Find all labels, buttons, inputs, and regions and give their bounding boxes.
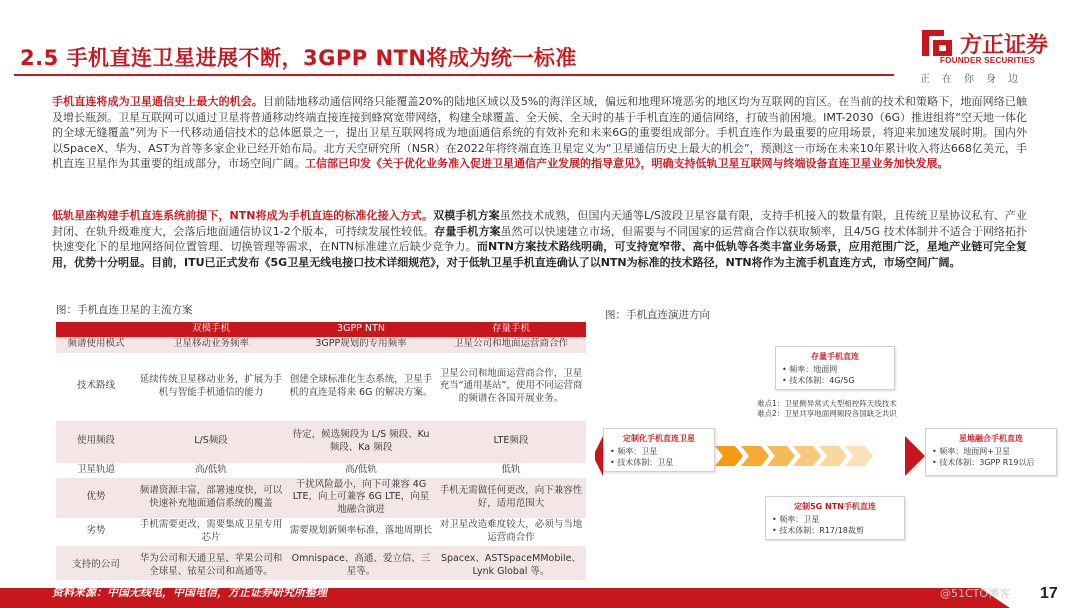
box-line: • 频率：卫星 <box>772 515 820 524</box>
table-cell: 卫星公司和地面运营商合作，卫星充当“通用基站”，使用不同运营商的频谱在各国开展业务。 <box>439 367 583 404</box>
logo-english-name: FOUNDER SECURITIES <box>940 56 1036 65</box>
table-cell: LTE频段 <box>436 421 586 463</box>
logo-chinese-name: 方正证券 <box>960 33 1049 58</box>
logo-slogan: 正在你身边 <box>920 74 1030 85</box>
figure2-caption: 图：手机直连演进方向 <box>605 309 710 321</box>
para1-body: 目前陆地移动通信网络只能覆盖20%的陆地区域以及5%的海洋区域，偏远和地理环境恶劣的地区均为互联网的盲区。在当前的技术和策略下，地面网络已触及增长瓶颈。卫星互联网可以通过卫星将普通移动终端直接连接到蜂窝宽带网络，构建全球覆盖、全天候、全天时的基于手机直连的通信网络，打破当前困境。IMT-2030（6G）推进组将“空天地一体化的全球无缝覆盖”列为下一代移动通信技术的总体愿景之一，提出卫星互联网将成为地面通信系统的有效补充和未来6G的重要组成部分。手机直连作为最重要的应用场景，将迎来加速发展时期。国内外以SpaceX、华为、AST为首等多家企业已经开始布局。北方天空研究所（NSR）在2022年将终端直连卫星定义为“卫星通信历史上最大的机会”，预测这一市场在未来10年累计收入将达668亿美元，手机直连卫星作为其重要的组成部分，市场空间广阔。 <box>52 95 1027 170</box>
page-number: 17 <box>1040 585 1058 602</box>
founder-securities-logo <box>920 20 1070 90</box>
table-header-cell: 3GPP NTN <box>286 322 436 337</box>
para2-s1-bold: 双模手机方案 <box>433 209 500 222</box>
chevron-arrow-1 <box>715 446 743 466</box>
box-line: • 频率：卫星 <box>610 447 658 456</box>
box-title: 定制化手机直连卫星 <box>623 434 695 443</box>
title-underline <box>14 74 894 76</box>
table-cell: Spacex、ASTSpaceMMobile、Lynk Global 等。 <box>436 546 586 586</box>
box-star-ground-fusion <box>925 428 1057 476</box>
box-line: • 技术体制：3GPP R19以后 <box>932 458 1035 467</box>
row-header: 频谱使用模式 <box>56 337 136 353</box>
table-header-cell: 双模手机 <box>136 322 286 337</box>
table-row <box>56 337 586 353</box>
row-header: 卫星轨道 <box>76 463 115 475</box>
table-header-cell <box>56 322 136 337</box>
para1-tail: 工信部已印发《关于优化业务准入促进卫星通信产业发展的指导意见》，明确支持低轨卫星互联网与终端设备直连卫星业务加快发展。 <box>305 157 949 170</box>
para2-lead: 低轨星座构建手机直连系统前提下，NTN将成为手机直连的标准化接入方式。 <box>52 209 434 222</box>
box-line: • 技术体制：4G/5G <box>782 376 855 385</box>
box-existing-phone <box>775 346 895 390</box>
difficulties <box>757 399 897 419</box>
table-cell: 对卫星改造难度较大，必须与当地运营商合作 <box>439 519 583 543</box>
box-title: 星地融合手机直连 <box>959 434 1023 443</box>
box-title: 定制5G NTN手机直连 <box>794 502 876 511</box>
box-custom-satellite-phone <box>603 428 715 472</box>
table-cell: 低轨 <box>501 463 521 475</box>
para2-s2: 虽然可以快速建立市场，但需要与不同国家的运营商合作以获取频率，且4/5G 技术体制并不适合于网络拓扑快速变化下的星地网络间位置管理、切换管理等需求，在NTN标准建立后缺少竞争力。 <box>52 224 1027 253</box>
evolution-diagram <box>595 328 1065 568</box>
row-header: 劣势 <box>86 525 106 537</box>
para2-s1: 虽然技术成熟，但国内天通等L/S波段卫星容量有限，支持手机接入的数量有限，且传统卫星协议私有、产业封闭、在轨升级难度大，会落后地面通信协议1-2个版本，可持续发展性较低。 <box>52 209 1027 238</box>
difficulty-2: 难点2：卫星共享地面网频段各国缺乏共识 <box>757 409 897 418</box>
table-cell: 创建全球标准化生态系统，卫星手机的直连是将来 6G 的解决方案。 <box>289 374 433 398</box>
chevron-arrow-5 <box>819 446 847 466</box>
para1-lead: 手机直连将成为卫星通信史上最大的机会。 <box>52 95 264 108</box>
box-custom-5g-ntn <box>765 496 905 540</box>
chevron-arrow-4 <box>793 446 821 466</box>
chevron-arrow-2 <box>741 446 769 466</box>
table-cell: 卫星移动业务频率 <box>136 337 286 353</box>
chevron-arrow-6 <box>845 446 873 466</box>
para2-s3-bold: 而NTN方案技术路线明确，可支持宽窄带、高中低轨等各类丰富业务场景，应用范围广泛，星地产业链可完全复用，优势十分明显。目前，ITU已正式发布《5G卫星无线电接口技术详细规范》，对于低轨卫星手机直连确认了以NTN为标准的技术路径，NTN将作为主流手机直连方式，市场空间广阔。 <box>52 240 1027 269</box>
arrow-left-tail <box>595 436 603 476</box>
table-cell: 高/低轨 <box>345 463 377 475</box>
arrow-right-head <box>905 436 925 476</box>
box-line: • 技术体制：R17/18裁剪 <box>772 526 864 535</box>
table-row <box>56 518 586 546</box>
table-cell: 手机无需做任何更改，向下兼容性好，适用范围大 <box>436 478 586 518</box>
table-cell: 高/低轨 <box>195 463 227 475</box>
table-cell: 延续传统卫星移动业务，扩展为手机与智能手机通信的能力 <box>139 374 283 398</box>
row-header: 使用频段 <box>56 421 136 463</box>
watermark: @51CTO博客 <box>940 587 1011 600</box>
box-line: • 频率：地面网+卫星 <box>932 447 1010 456</box>
table-cell: L/S频段 <box>136 421 286 463</box>
table-row <box>56 478 586 518</box>
table-row <box>56 463 586 478</box>
table-cell: 频谱资源丰富，部署速度快，可以快速补充地面通信系统的覆盖 <box>136 478 286 518</box>
row-header: 支持的公司 <box>56 546 136 586</box>
table-cell: 干扰风险最小，向下可兼容 4G LTE，向上可兼容 6G LTE，向星地融合演进 <box>286 478 436 518</box>
table-row <box>56 421 586 463</box>
para2-s2-bold: 存量手机方案 <box>434 224 501 238</box>
page-title: 2.5 手机直连卫星进展不断，3GPP NTN将成为统一标准 <box>20 46 577 70</box>
table-header-cell: 存量手机 <box>436 322 586 337</box>
table-header-row <box>56 322 586 337</box>
paragraph-ntn-standard <box>52 208 1027 270</box>
table-cell: 华为公司和天通卫星、苹果公司和全球星、铱星公司和高通等。 <box>136 546 286 586</box>
row-header: 优势 <box>56 478 136 518</box>
table-cell: 卫星公司和地面运营商合作 <box>436 337 586 353</box>
table-cell: 手机需要更改，需要集成卫星专用芯片 <box>139 519 283 543</box>
table-cell: 需要规划新频率标准，落地周期长 <box>289 525 433 537</box>
footer-source: 资料来源：中国无线电，中国电信，方正证券研究所整理 <box>52 586 327 599</box>
difficulty-1: 难点1：卫星侧异常式大型相控阵天线技术 <box>757 399 897 408</box>
box-title: 存量手机直连 <box>811 352 859 361</box>
chevron-arrow-3 <box>767 446 795 466</box>
box-line: • 频率：地面网 <box>782 365 838 374</box>
table-row <box>56 353 586 421</box>
paragraph-opportunity <box>52 94 1027 172</box>
table-cell: Omnispace、高通、爱立信、三星等。 <box>286 546 436 586</box>
table-cell: 3GPP规划的专用频率 <box>286 337 436 353</box>
founder-logo-icon <box>920 28 954 58</box>
figure1-caption: 图：手机直连卫星的主流方案 <box>56 304 193 316</box>
solutions-table <box>56 322 586 586</box>
table-cell: 待定，候选频段为 L/S 频段、Ku 频段、Ka 频段 <box>286 421 436 463</box>
row-header: 技术路线 <box>76 380 115 392</box>
box-line: • 技术体制：卫星 <box>610 458 674 467</box>
